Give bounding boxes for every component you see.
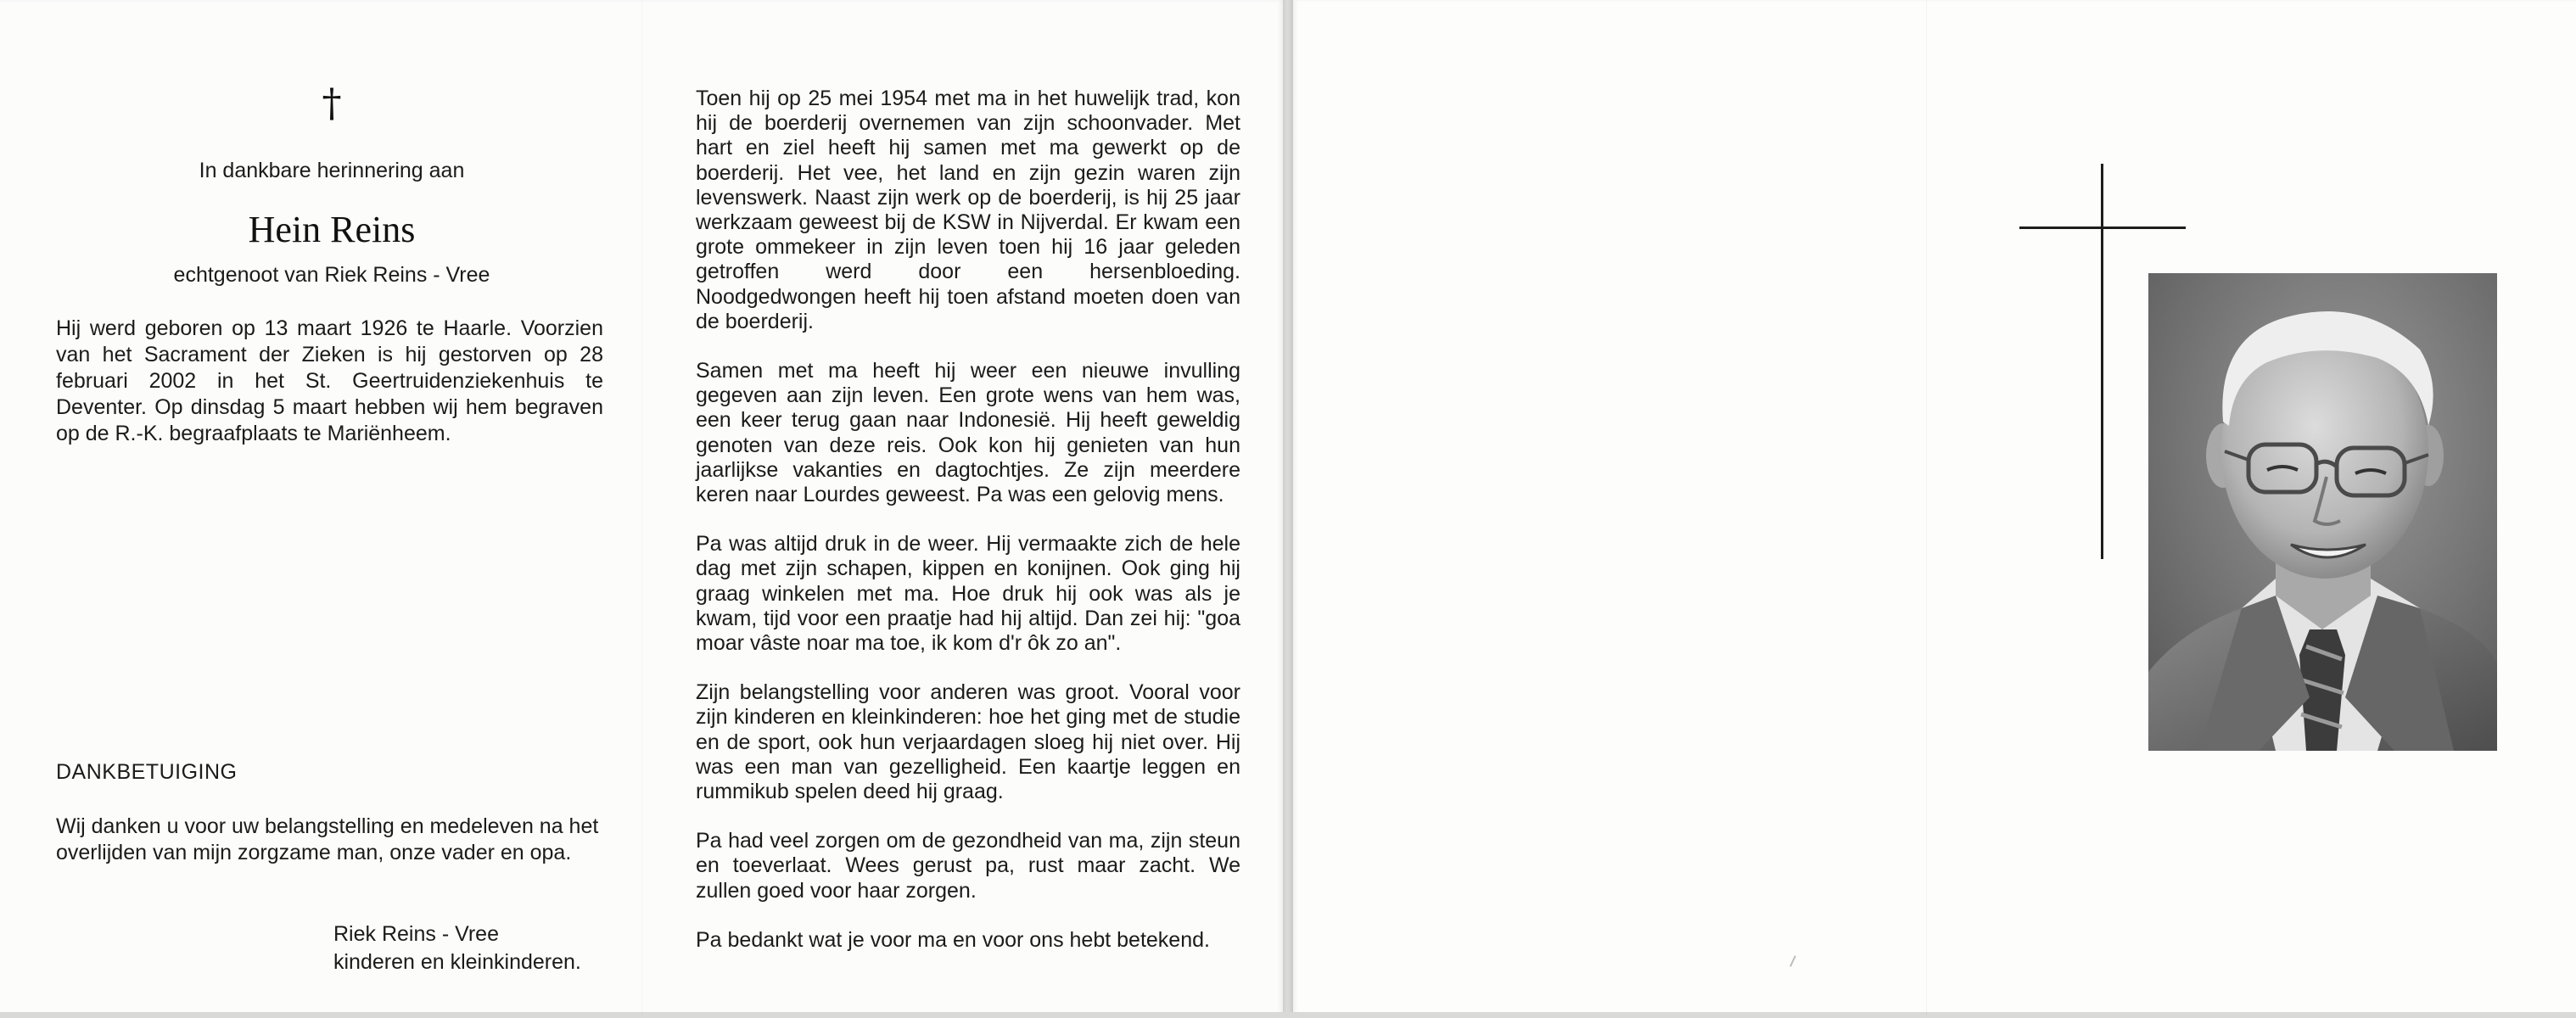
spouse-line: echtgenoot van Riek Reins - Vree xyxy=(173,263,490,287)
deceased-name: Hein Reins xyxy=(248,209,416,250)
signature-block xyxy=(333,920,581,976)
cross-horizontal-bar xyxy=(2019,227,2186,229)
thanks-paragraph: Wij danken u voor uw belangstelling en medeleven na het overlijden van mijn zorgzame man, onze vader en opa. xyxy=(56,814,599,864)
story-paragraph: Pa had veel zorgen om de gezondheid van ma, zijn steun en toeverlaat. Wees gerust pa, rust maar zacht. We zullen goed voor haar zorgen. xyxy=(696,829,1240,903)
portrait-photo xyxy=(2148,273,2497,751)
signature-family: kinderen en kleinkinderen. xyxy=(333,950,581,974)
story-paragraph: Toen hij op 25 mei 1954 met ma in het huwelijk trad, kon hij de boerderij overnemen van zijn schoonvader. Met hart en ziel heeft hij samen met ma gewerkt op de boerderij. Het vee, het land en zijn gezin waren zijn levenswerk. Naast zijn werk op de boerderij, is hij 25 jaar werkzaam geweest bij de KSW in Nijverdal. Er kwam een grote ommekeer in zijn leven toen hij 16 jaar geleden getroffen werd door een hersenbloeding. Noodgedwongen heeft hij toen afstand moeten doen van de boerderij. xyxy=(696,87,1240,333)
card-spine xyxy=(1283,0,1293,1018)
biography-paragraph: Hij werd geboren op 13 maart 1926 te Haarle. Voorzien van het Sacrament der Zieken is hij gestorven op 28 februari 2002 in het St. Geertruidenziekenhuis te Deventer. Op dinsdag 5 maart hebben wij hem begraven op de R.-K. begraafplaats te Mariënheem. xyxy=(56,316,603,445)
story-paragraph: Samen met ma heeft hij weer een nieuwe invulling gegeven aan zijn leven. Een grote wens van hem was, een keer terug gaan naar Indonesië. Hij heeft geweldig genoten van deze reis. Ook kon hij genieten van hun jaarlijkse vakanties en dagtochtjes. Ze zijn meerdere keren naar Lourdes geweest. Pa was een gelovig mens. xyxy=(696,359,1240,507)
cross-vertical-bar xyxy=(2101,164,2103,559)
thanks-heading: DANKBETUIGING xyxy=(56,760,238,784)
cross-icon: † xyxy=(322,80,342,126)
column-divider xyxy=(641,0,642,1015)
story-paragraph: Pa was altijd druk in de weer. Hij vermaakte zich de hele dag met zijn schapen, kippen en konijnen. Ook ging hij graag winkelen met ma. Hoe druk hij ook was als je kwam, tijd voor een praatje had hij altijd. Dan zei hij: "goa moar vâste noar ma toe, ik kom d'r ôk zo an". xyxy=(696,532,1240,656)
signature-name: Riek Reins - Vree xyxy=(333,922,499,946)
story-paragraph: Zijn belangstelling voor anderen was groot. Vooral voor zijn kinderen en kleinkinderen: hoe het ging met de studie en de sport, ook hun verjaardagen sloeg hij niet over. Hij was een man van gezelligheid. Een kaartje leggen en rummikub spelen deed hij graag. xyxy=(696,680,1240,804)
card-bottom-edge xyxy=(0,1012,2576,1018)
memorial-intro: In dankbare herinnering aan xyxy=(199,159,465,182)
portrait-illustration xyxy=(2148,273,2497,751)
life-story-column xyxy=(696,87,1240,977)
right-panel-fold xyxy=(1926,0,1927,1015)
story-paragraph: Pa bedankt wat je voor ma en voor ons hebt betekend. xyxy=(696,927,1210,952)
